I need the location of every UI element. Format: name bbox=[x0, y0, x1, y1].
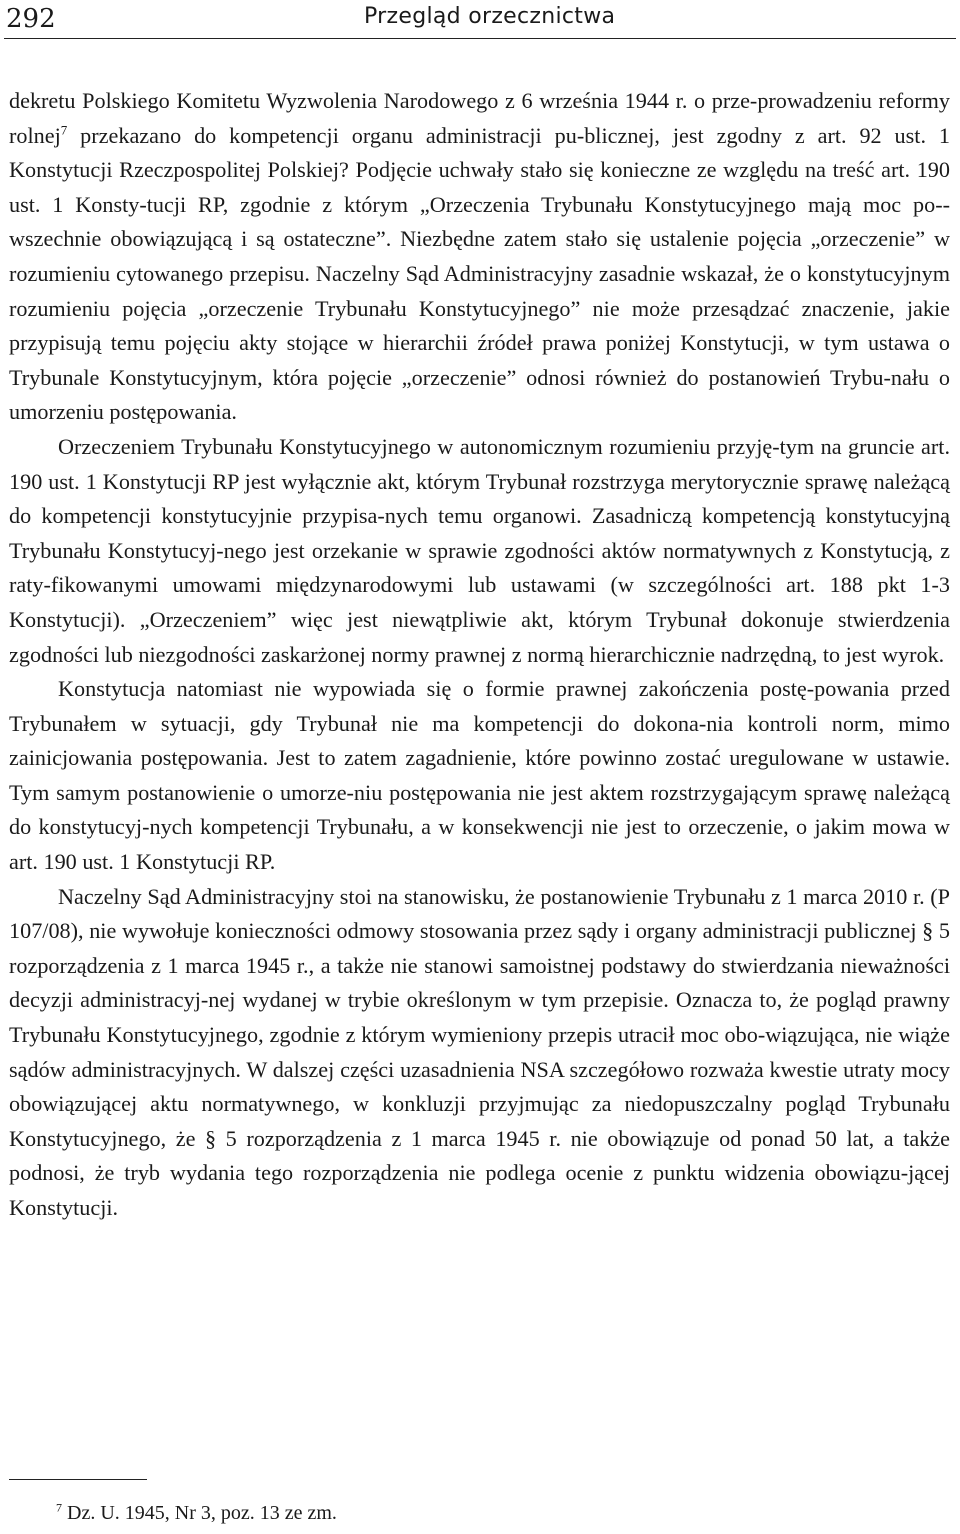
footnote-reference: 7 bbox=[60, 122, 68, 138]
paragraph-1 bbox=[9, 84, 950, 430]
footnote-number: 7 bbox=[56, 1500, 62, 1515]
paragraph-4: Naczelny Sąd Administracyjny stoi na stanowisku, że postanowienie Trybunału z 1 marca 2010 r. (P 107/08), nie wywołuje konieczności odmowy stosowania przez sądy i organy administracji publicznej § 5 rozporządzenia z 1 marca 1945 r., a także nie stanowi samoistnej podstawy do stwierdzania nieważności decyzji administracyj-nej wydanej w trybie określonym w tym przepisie. Oznacza to, że pogląd prawny Trybunału Konstytucyjnego, zgodnie z którym wymieniony przepis utracił moc obo-wiązująca, nie wiąże sądów administracyjnych. W dalszej części uzasadnienia NSA szczegółowo rozważa kwestie utraty mocy obowiązującej aktu normatywnego, w konkluzji przyjmując za niedopuszczalny pogląd Trybunału Konstytucyjnego, że § 5 rozporządzenia z 1 marca 1945 r. nie obowiązuje od ponad 50 lat, a także podnosi, że tryb wydania tego rozporządzenia nie podlega ocenie z punktu widzenia obowiązu-jącej Konstytucji. bbox=[9, 883, 950, 1220]
footnote-text: Dz. U. 1945, Nr 3, poz. 13 ze zm. bbox=[62, 1502, 337, 1524]
running-title: Przegląd orzecznictwa bbox=[364, 4, 616, 29]
footnote bbox=[56, 1500, 337, 1526]
footnote-separator bbox=[9, 1479, 147, 1480]
running-header bbox=[4, 0, 956, 39]
main-text bbox=[9, 84, 950, 1226]
paragraph-2: Orzeczeniem Trybunału Konstytucyjnego w autonomicznym rozumieniu przyję-tym na gruncie art. 190 ust. 1 Konstytucji RP jest wyłącznie akt, którym Trybunał rozstrzyga merytorycznie sprawę należącą do kompetencji konstytucyjnie przypisa-nych temu organowi. Zasadniczą kompetencją konstytucyjną Trybunału Konstytucyj-nego jest orzekanie w sprawie zgodności aktów normatywnych z Konstytucją, z raty-fikowanymi umowami międzynarodowymi lub ustawami (w szczególności art. 188 pkt 1-3 Konstytucji). „Orzeczeniem” więc jest niewątpliwie akt, którym Trybunał dokonuje stwierdzenia zgodności lub niezgodności zaskarżonej normy prawnej z normą hierarchicznie nadrzędną, to jest wyrok. bbox=[9, 433, 950, 667]
paragraph-1-text-after-ref: przekazano do kompetencji organu administracji pu-blicznej, jest zgodny z art. 92 ust. 1 Konstytucji Rzeczpospolitej Polskiej? Podjęcie uchwały stało się konieczne ze względu na treść art. 190 ust. 1 Konsty-tucji RP, zgodnie z którym „Orzeczenia Trybunału Konstytucyjnego mają moc po-wszechnie obowiązującą i są ostateczne”. Niezbędne zatem stało się ustalenie pojęcia „orzeczenie” w rozumieniu cytowanego przepisu. Naczelny Sąd Administracyjny zasadnie wskazał, że o konstytucyjnym rozumieniu pojęcia „orzeczenie Trybunału Konstytucyjnego” nie może przesądzać znaczenie, jakie przypisują temu pojęciu akty stojące w hierarchii źródeł prawa poniżej Konstytucji, w tym ustawa o Trybunale Konstytucyjnym, która pojęcie „orzeczenie” odnosi również do postanowień Trybu-nału o umorzeniu postępowania. bbox=[9, 122, 950, 425]
paragraph-1-text-before-ref: dekretu Polskiego Komitetu Wyzwolenia Narodowego z 6 września 1944 r. o prze-prowadzeniu reformy rolnej bbox=[9, 88, 950, 148]
page-number: 292 bbox=[6, 4, 56, 34]
paragraph-3: Konstytucja natomiast nie wypowiada się o formie prawnej zakończenia postę-powania przed Trybunałem w sytuacji, gdy Trybunał nie ma kompetencji do dokona-nia kontroli norm, mimo zainicjowania postępowania. Jest to zatem zagadnienie, które powinno zostać uregulowane w ustawie. Tym samym postanowienie o umorze-niu postępowania nie jest aktem rozstrzygającym sprawę należącą do konstytucyj-nych kompetencji Trybunału, a w konsekwencji nie jest to orzeczenie, o jakim mowa w art. 190 ust. 1 Konstytucji RP. bbox=[9, 676, 950, 875]
